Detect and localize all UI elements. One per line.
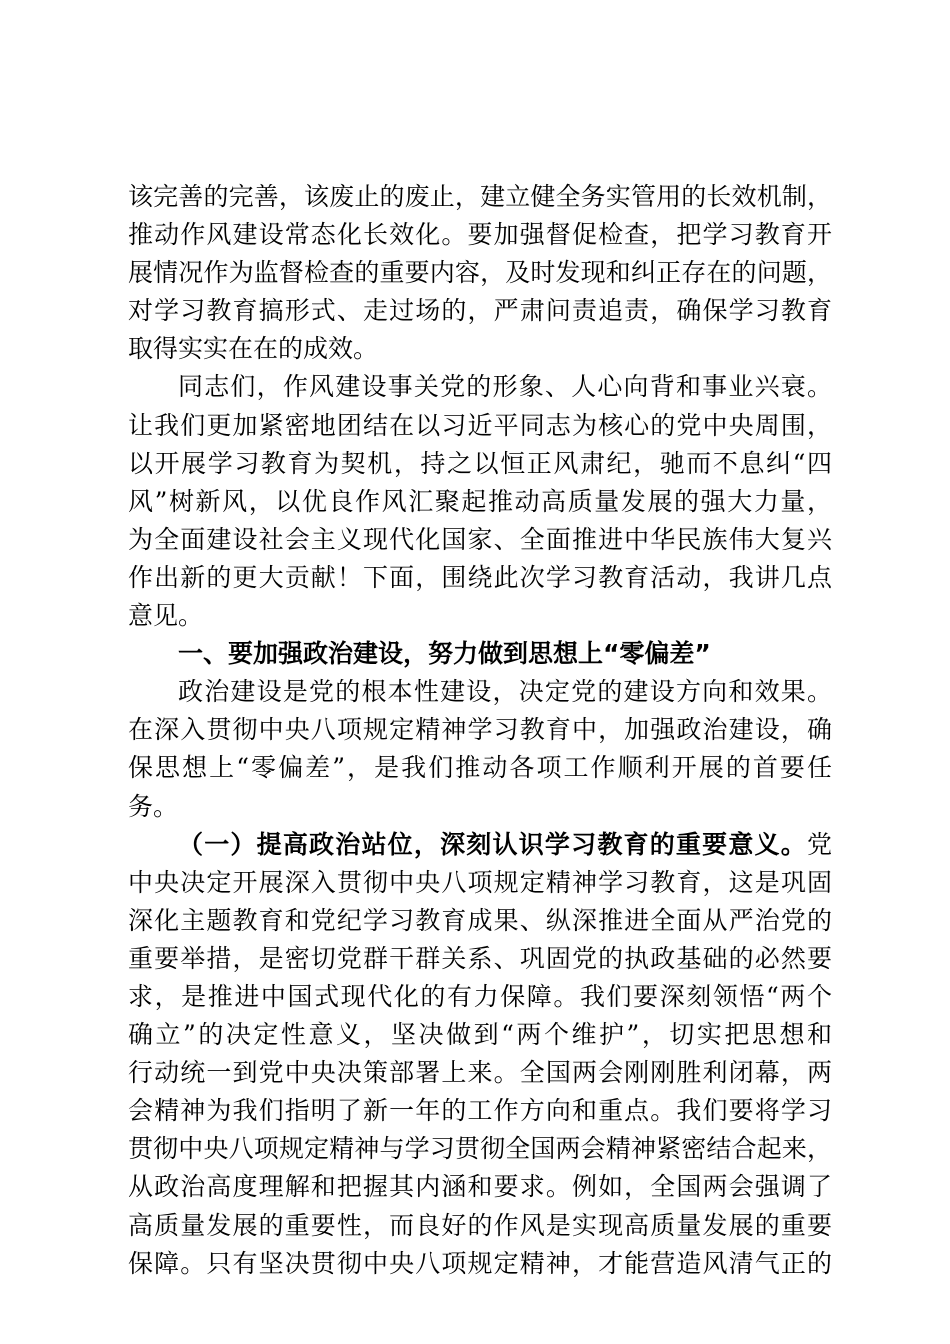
body-line: 展情况作为监督检查的重要内容，及时发现和纠正存在的问题， — [128, 258, 832, 288]
body-line: 务。 — [128, 791, 179, 821]
body-line: 取得实实在在的成效。 — [128, 334, 379, 364]
body-line: 贯彻中央八项规定精神与学习贯彻全国两会精神紧密结合起来， — [128, 1134, 832, 1164]
body-line: 政治建设是党的根本性建设，决定党的建设方向和效果。 — [178, 677, 832, 707]
body-line: 行动统一到党中央决策部署上来。全国两会刚刚胜利闭幕，两 — [128, 1058, 832, 1088]
subheading: （一）提高政治站位，深刻认识学习教育的重要意义。 — [178, 829, 807, 859]
body-line: 让我们更加紧密地团结在以习近平同志为核心的党中央周围， — [128, 410, 832, 440]
body-line: 高质量发展的重要性，而良好的作风是实现高质量发展的重要 — [128, 1210, 832, 1240]
body-line: 重要举措，是密切党群干群关系、巩固党的执政基础的必然要 — [128, 943, 832, 973]
body-line: 意见。 — [128, 601, 204, 631]
body-line: 在深入贯彻中央八项规定精神学习教育中，加强政治建设，确 — [128, 715, 832, 745]
body-text: 党 — [806, 829, 832, 859]
body-line: 保障。只有坚决贯彻中央八项规定精神，才能营造风清气正的 — [128, 1248, 832, 1278]
body-line: 作出新的更大贡献！下面，围绕此次学习教育活动，我讲几点 — [128, 562, 832, 592]
section-heading: 一、要加强政治建设，努力做到思想上“零偏差” — [178, 639, 711, 669]
body-line: 风”树新风，以优良作风汇聚起推动高质量发展的强大力量， — [128, 486, 832, 516]
body-line: 会精神为我们指明了新一年的工作方向和重点。我们要将学习 — [128, 1096, 832, 1126]
body-line: 以开展学习教育为契机，持之以恒正风肃纪，驰而不息纠“四 — [128, 448, 832, 478]
body-line: 对学习教育搞形式、走过场的，严肃问责追责，确保学习教育 — [128, 296, 832, 326]
body-line: 保思想上“零偏差”，是我们推动各项工作顺利开展的首要任 — [128, 753, 832, 783]
body-line: 求，是推进中国式现代化的有力保障。我们要深刻领悟“两个 — [128, 981, 832, 1011]
body-line: 为全面建设社会主义现代化国家、全面推进中华民族伟大复兴 — [128, 524, 832, 554]
body-line: 确立”的决定性意义，坚决做到“两个维护”，切实把思想和 — [128, 1020, 832, 1050]
body-line: 中央决定开展深入贯彻中央八项规定精神学习教育，这是巩固 — [128, 867, 832, 897]
body-line: 同志们，作风建设事关党的形象、人心向背和事业兴衰。 — [178, 372, 832, 402]
subheading-line — [128, 826, 832, 864]
body-line: 从政治高度理解和把握其内涵和要求。例如，全国两会强调了 — [128, 1172, 832, 1202]
body-line: 推动作风建设常态化长效化。要加强督促检查，把学习教育开 — [128, 220, 832, 250]
body-line: 深化主题教育和党纪学习教育成果、纵深推进全面从严治党的 — [128, 905, 832, 935]
body-line: 该完善的完善，该废止的废止，建立健全务实管用的长效机制， — [128, 182, 832, 211]
document-body — [128, 178, 832, 1283]
